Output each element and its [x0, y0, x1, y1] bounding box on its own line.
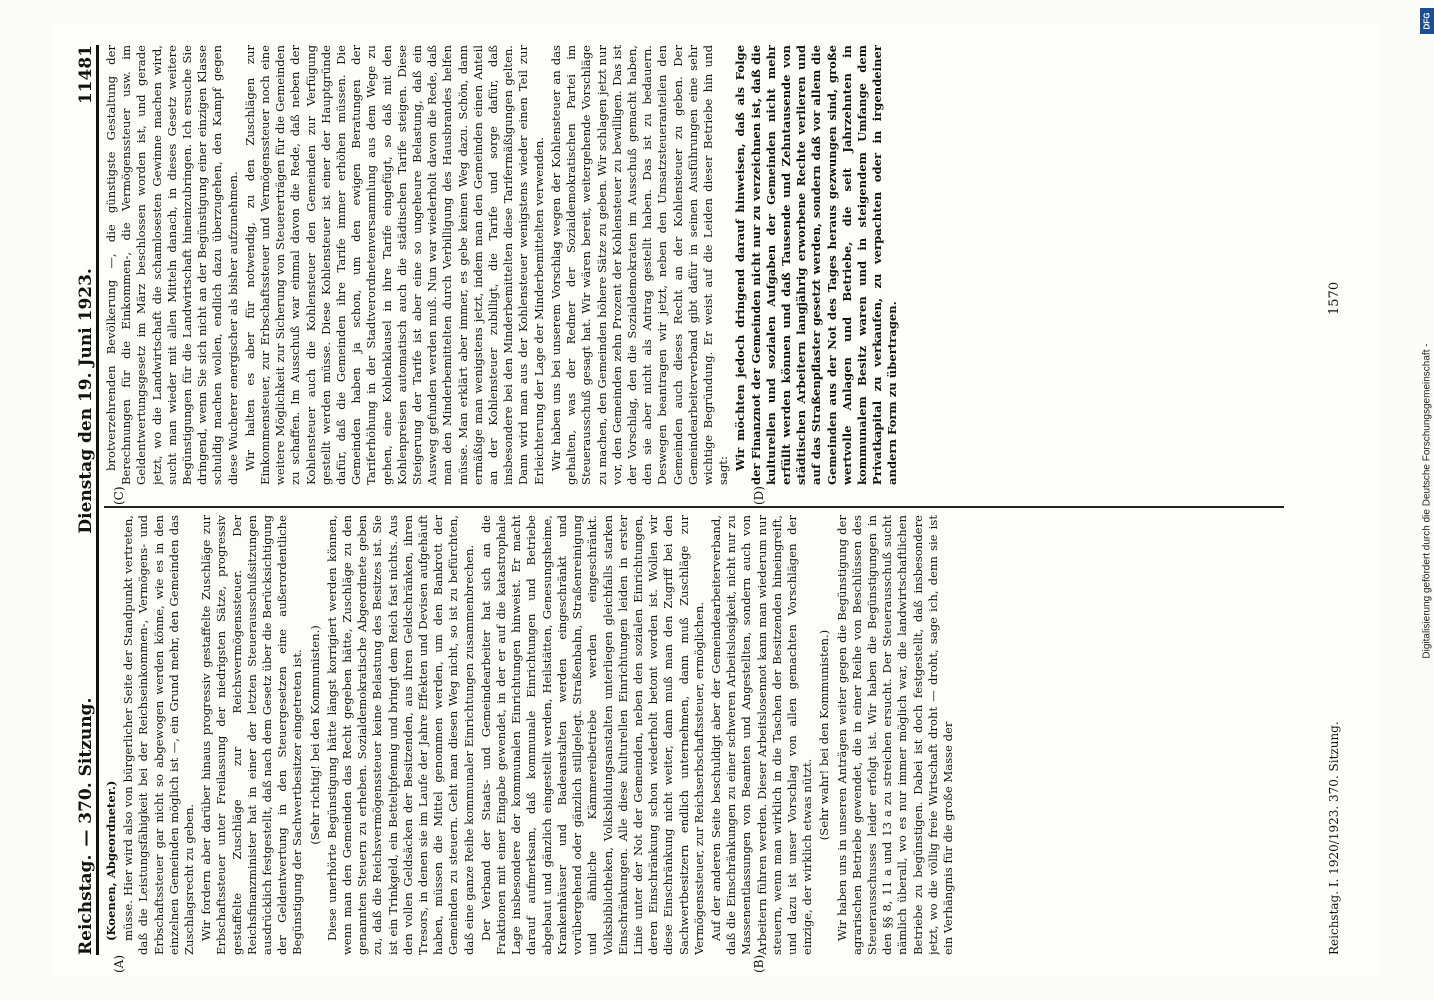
dfg-logo: [1420, 8, 1434, 34]
digitization-credit: [1420, 6, 1434, 996]
left-paragraph: Wir haben uns in unseren Anträgen weiter gegen die Begünstigung der agrarischen Betriebe gewendet, die in einer Reihe von Beschlüssen des Steuerausschusses leider erfolgt ist. Wir haben die Begünstigungen in den §§ 8, 11 a und 13 a zu streichen ersucht. Der Steuerausschuß sucht nämlich überall, wo es nur immer möglich war, die landwirtschaftlichen Betriebe zu begünstigen. Dabei ist doch festgestellt, daß insbesondere jetzt, wo die völlig freie Wirtschaft droht — droht, sage ich, denn sie ist ein Verhängnis für die große Masse der: [834, 515, 955, 955]
left-paragraph: Auf der anderen Seite beschuldigt aber der Gemeindearbeiterverband, daß die Einschränkungen zu einer schweren Arbeitslosigkeit, nicht nur zu Massenentlassungen von Beamten und Angestellten, sondern auch von Arbeitern führen werden. Dieser Arbeitslosennot kann man wiederum nur steuern, wenn man wirklich in die Taschen der Besitzenden hineingreift, und dazu ist unser Vorschlag von allen gemachten Vorschlägen der einzige, der wirklich etwas nützt.: [708, 515, 815, 955]
left-paragraph: (Koenen, Abgeordneter.): [104, 780, 118, 941]
left-paragraph: (Sehr wahr! bei den Kommunisten.): [817, 629, 832, 841]
footer-left: Reichstag. I. 1920/1923. 370. Sitzung.: [1327, 721, 1341, 955]
right-paragraph: Wir haben uns bei unserem Vorschlag wegen der Kohlensteuer an das gehalten, was der Redner der Sozialdemokratischen Partei im Steuerausschuß gesagt hat. Wir wären bereit, weitergehende Vorschläge zu machen, den Gemeinden höhere Sätze zu geben. Wir schlagen jetzt nur vor, den Gemeinden zehn Prozent der Kohlensteuer zu bewilligen. Das ist der Vorschlag, den die Sozialdemokraten im Ausschuß gemacht haben, den sie aber nicht als Antrag gestellt haben. Das ist zu bedauern. Deswegen beantragen wir jetzt, neben den Umsatzsteueranteilen den Gemeinden auch dieses Recht an der Kohlensteuer zu geben. Der Gemeindearbeiterverband gibt dafür in seinen Ausführungen eine sehr wichtige Begründung. Er weist auf die Leiden dieser Betriebe hin und sagt:: [548, 45, 731, 485]
left-paragraph: (Sehr richtig! bei den Kommunisten.): [307, 625, 322, 845]
left-paragraph: Diese unerhörte Begünstigung hätte längst korrigiert werden können, wenn man den Gemeinden das Recht gegeben hätte, Zuschläge zu den genannten Steuern zu erheben. Sozialdemokratische Abgeordnete geben zu, daß die Reichsvermögenssteuer keine Belastung des Besitzes ist. Sie ist ein Trinkgeld, ein Betteltpfennig und bringt dem Reich fast nichts. Aus den vollen Geldsäcken der Besitzenden, aus ihren Geldschränken, ihren Tresors, in denen sie im Laufe der Jahre Effekten und Devisen aufgehäuft haben, müssen die Mittel genommen werden, um den Bankrott der Gemeinden zu steuern. Geht man diesen Weg nicht, so ist zu befürchten, daß eine ganze Reihe kommunaler Einrichtungen zusammenbrechen.: [324, 515, 476, 955]
left-paragraph: Wir fordern aber darüber hinaus progressiv gestaffelte Zuschläge zur Erbschaftssteuer unter Freilassung der niedrigsten Sätze, progressiv gestaffelte Zuschläge zur Reichsvermögenssteuer. Der Reichsfinanzminister hat in einer der letzten Steuerausschußsitzungen ausdrücklich festgestellt, daß nach dem Gesetz über die Berücksichtigung der Geldentwertung in den Steuergesetzen eine außerordentliche Begünstigung der Sachwertbesitzer eingetreten ist.: [199, 515, 305, 955]
right-column: [104, 45, 1254, 485]
left-paragraph: müsse. Hier wird also von bürgerlicher Seite der Standpunkt vertreten, daß die Leistungsfähigkeit bei der Reichseinkommen-, Vermögens- und Erbschaftssteuer gar nicht so abgewogen werden könne, wie es in den einzelnen Gemeinden möglich ist —, ein Grund mehr, den Gemeinden das Zuschlagsrecht zu geben.: [121, 515, 197, 955]
left-column: [104, 515, 1254, 955]
dfg-logo-text: DFG: [1422, 12, 1432, 30]
left-paragraph: Der Verband der Staats- und Gemeindearbeiter hat sich an die Fraktionen mit einer Eingabe gewendet, in der er auf die katastrophale Lage insbesondere der kommunalen Einrichtungen hinweist. Er macht darauf aufmerksam, daß kommunale Einrichtungen und Betriebe abgebaut und gänzlich eingestellt werden, Heilstätten, Genesungsheime, Krankenhäuser und Badeanstalten werden eingeschränkt und vorübergehend oder gänzlich stillgelegt. Straßenbahn, Straßenreinigung und ähnliche Kämmereibetriebe werden eingeschränkt. Volksbibliotheken, Volksbildungsanstalten unterliegen gleichfalls starken Einschränkungen. Alle diese kulturellen Einrichtungen leiden in erster Linie unter der Not der Gemeinden, neben den sozialen Einrichtungen, deren Einschränkung schon wiederholt betont worden ist. Wollen wir diese Einschränkung nicht weiter, dann muß man den Zugriff bei den Sachwertbesitzern endlich unternehmen, dann muß Zuschläge zur Vermögenssteuer, zur Reichserbschaftssteuer, ermöglichen.: [478, 515, 706, 955]
margin-marker-d: (D): [752, 486, 766, 505]
right-paragraph: Wir halten es aber für notwendig, zu den Zuschlägen zur Einkommensteuer, zur Erbschaftssteuer und Vermögenssteuer noch eine weitere Möglichkeit zur Sicherung von Steuererträgen für die Gemeinden zu schaffen. Im Ausschuß war einmal davon die Rede, daß neben der Kohlensteuer auch die Kohlensteuer den Gemeinden zur Verfügung gestellt werden müsse. Diese Kohlensteuer ist einer der Hauptgründe dafür, daß die Gemeinden ihre Tarife immer erhöhen müssen. Die Gemeinden haben ja schon, um den ewigen Beratungen der Tariferhöhung in der Stadtverordnetenversammlung aus dem Wege zu gehen, eine Kohlenklausel in ihre Tarife eingefügt, so daß mit den Kohlenpreisen automatisch auch die städtischen Tarife steigen. Diese Steigerung der Tarife ist aber eine so ungeheure Belastung, daß ein Ausweg gefunden werden muß. Nun war wiederholt davon die Rede, daß man den Minderbemittelten durch Verbilligung des Hausbrandes helfen müsse. Man erklärt aber immer, es gebe keinen Weg dazu. Schön, dann ermäßige man wenigstens jetzt, indem man den Gemeinden einen Anteil an der Kohlensteuer zubilligt, die Tarife und sorge dafür, daß insbesondere bei den Minderbemittelten diese Tarifermäßigungen gelten. Dann wird man aus der Kohlensteuer wenigstens wieder einen Teil zur Erleichterung der Lage der Minderbemittelten verwenden.: [242, 45, 546, 485]
header-date: Dienstag den 19. Juni 1923.: [76, 268, 96, 534]
margin-marker-c: (C): [112, 486, 126, 505]
newspaper-sheet: [52, 25, 1382, 975]
column-divider: [104, 506, 1284, 508]
page-header: [60, 45, 99, 955]
footer-page-code: 1570: [1327, 281, 1342, 315]
header-session: — 370. Sitzung.: [76, 697, 96, 847]
right-paragraph: Wir möchten jedoch dringend darauf hinweisen, daß als Folge der Finanznot der Gemeinden nicht nur zu verzeichnen ist, daß die kulturellen und sozialen Aufgaben der Gemeinden nicht mehr erfüllt werden können und daß Tausende und Zehntausende von städtischen Arbeitern langjährig erworbene Rechte verlieren und auf das Straßenpflaster gesetzt werden, sondern daß vor allem die Gemeinden aus der Not des Tages heraus gezwungen sind, große wertvolle Anlagen und Betriebe, die seit Jahrzehnten in kommunalem Besitz waren und in steigendem Umfange dem Privatkapital zu verkaufen, zu verpachten oder in irgendeiner andern Form zu übertragen.: [733, 45, 900, 485]
margin-marker-b: (B): [752, 954, 766, 973]
margin-marker-a: (A): [112, 954, 126, 973]
header-chamber: Reichstag.: [76, 854, 96, 955]
right-paragraph: brotverzehrenden Bevölkerung —, die günstigste Gestaltung der Berechnungen für die Einkommen-, die Vermögenssteuer usw. im Geldentwertungsgesetz im März beschlossen worden ist, und gerade jetzt, wo die Landwirtschaft die schamlosesten Gewinne machen wird, sucht man wieder mit allen Mitteln danach, in dieses Gesetz weitere Begünstigungen für die Landwirtschaft hineinzubringen. Ich ersuche Sie dringend, wenn Sie sich nicht an der Begünstigung einer einzigen Klasse schuldig machen wollen, endlich dazu überzugehen, den Kampf gegen diese Wucherer energischer als bisher aufzunehmen.: [104, 45, 240, 485]
header-page-number: 11481: [76, 45, 96, 105]
digitization-credit-text: Digitalisierung gefördert durch die Deutsche Forschungsgemeinschaft -: [1421, 343, 1433, 659]
